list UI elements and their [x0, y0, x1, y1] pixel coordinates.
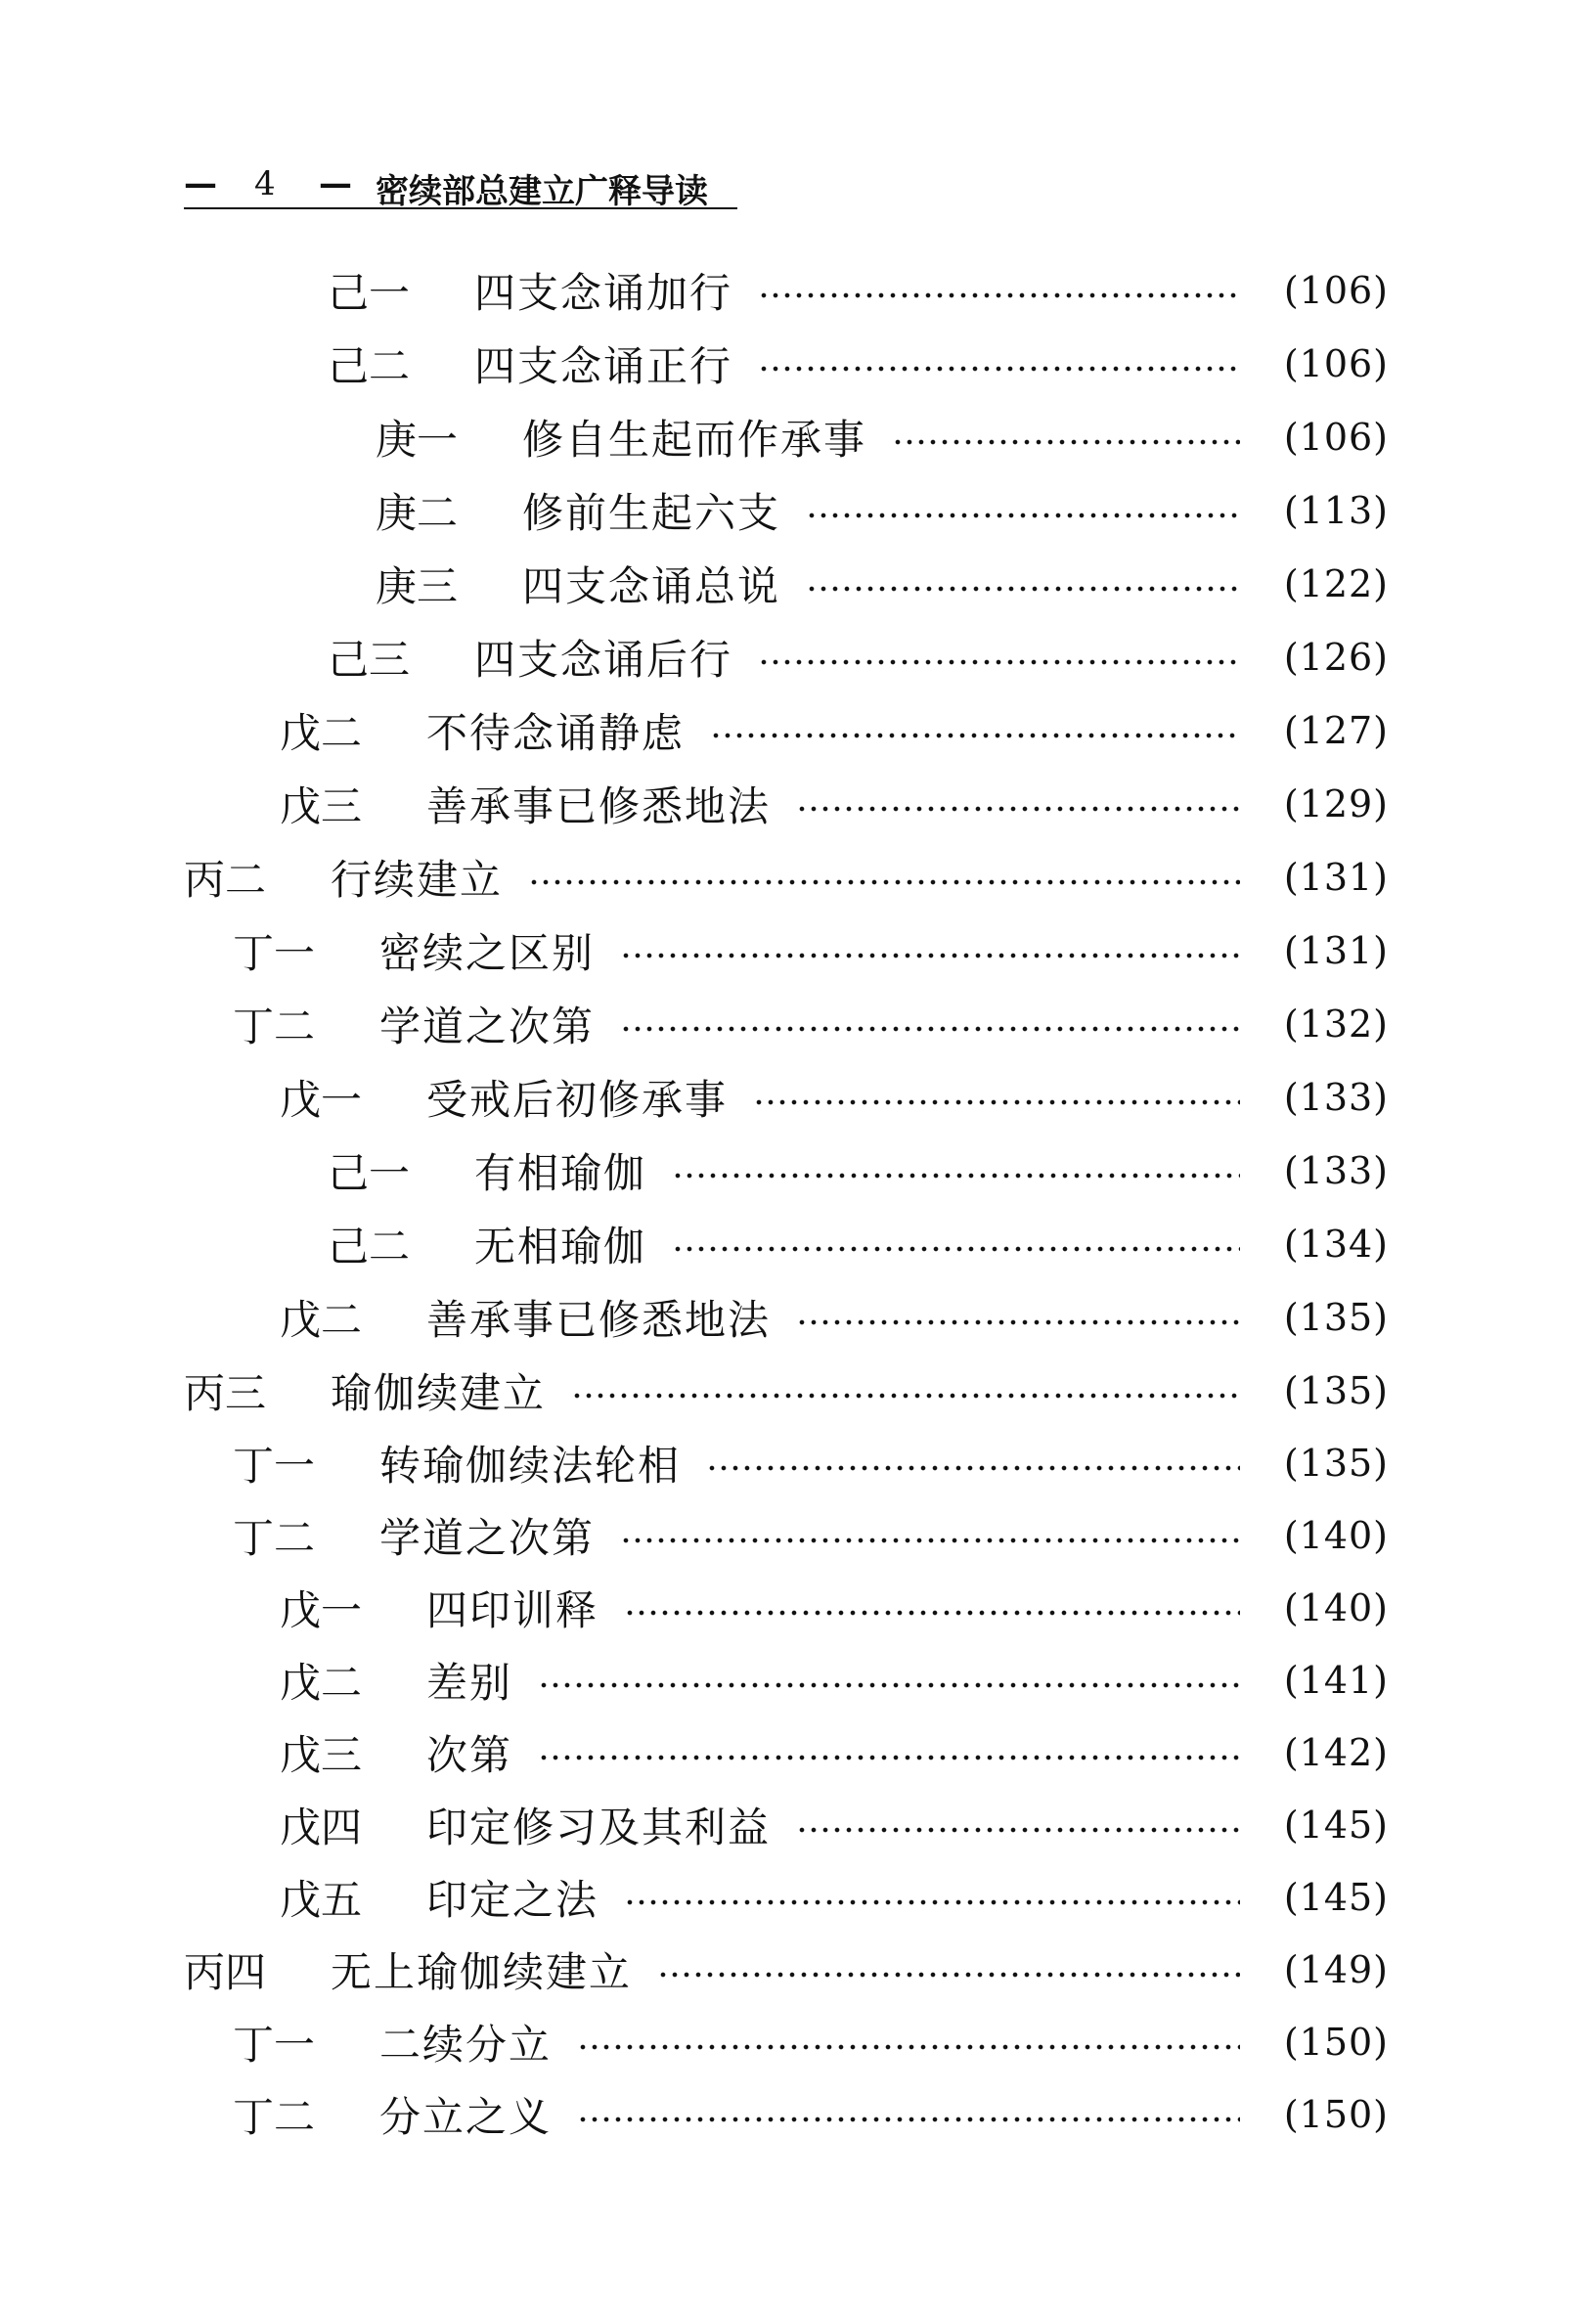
- toc-entry: [280, 1723, 1389, 1782]
- toc-entry: [328, 334, 1389, 393]
- toc-entry: [280, 701, 1389, 760]
- toc-entry-number: 戊二: [280, 1296, 363, 1344]
- toc-entry-title: 密续之区别: [379, 929, 596, 977]
- toc-dot-leader: [620, 953, 1240, 958]
- toc-entry-title: 四印训释: [426, 1586, 599, 1634]
- toc-entry: [184, 1361, 1389, 1420]
- toc-entry-title: 四支念诵后行: [474, 636, 733, 684]
- toc-entry-page: (106): [1283, 416, 1389, 459]
- toc-entry-number: 丙二: [184, 856, 267, 904]
- toc-entry: [233, 2013, 1389, 2072]
- header-dash-right: —: [319, 164, 352, 203]
- toc-entry: [233, 995, 1389, 1053]
- toc-entry: [280, 1796, 1389, 1854]
- toc-entry-title: 修自生起而作承事: [522, 416, 867, 464]
- toc-entry-page: (134): [1283, 1223, 1389, 1266]
- toc-entry-page: (145): [1283, 1876, 1389, 1919]
- toc-dot-leader: [806, 512, 1240, 518]
- toc-entry-page: (131): [1283, 856, 1389, 899]
- toc-entry-page: (150): [1283, 2021, 1389, 2064]
- toc-entry: [280, 1868, 1389, 1927]
- toc-entry: [280, 1651, 1389, 1710]
- toc-entry-number: 戊四: [280, 1804, 363, 1851]
- toc-entry-page: (106): [1283, 269, 1389, 312]
- toc-entry: [233, 2085, 1389, 2144]
- toc-entry-title: 不待念诵静虑: [426, 709, 686, 757]
- toc-entry: [280, 1579, 1389, 1637]
- toc-entry: [233, 921, 1389, 980]
- toc-entry-page: (135): [1283, 1442, 1389, 1485]
- toc-dot-leader: [620, 1537, 1240, 1543]
- toc-entry-title: 四支念诵加行: [474, 269, 733, 317]
- toc-dot-leader: [620, 1026, 1240, 1032]
- toc-entry: [376, 555, 1389, 613]
- toc-entry-title: 次第: [426, 1731, 513, 1779]
- toc-entry-number: 戊二: [280, 709, 363, 757]
- toc-entry-number: 庚三: [376, 562, 459, 610]
- toc-entry-number: 己二: [328, 342, 411, 390]
- toc-dot-leader: [710, 733, 1240, 738]
- toc-entry-page: (129): [1283, 782, 1389, 825]
- toc-entry-title: 转瑜伽续法轮相: [379, 1442, 682, 1490]
- toc-entry: [328, 1141, 1389, 1200]
- toc-entry-number: 丁二: [233, 1003, 316, 1050]
- toc-dot-leader: [796, 1827, 1240, 1833]
- header-book-title: 密续部总建立广释导读: [376, 172, 708, 211]
- toc-entry-number: 戊五: [280, 1876, 363, 1924]
- toc-entry: [184, 848, 1389, 907]
- header-page-number: 4: [254, 164, 276, 203]
- toc-dot-leader: [806, 586, 1240, 592]
- toc-entry-title: 无相瑜伽: [474, 1223, 647, 1270]
- toc-entry: [184, 1940, 1389, 1999]
- toc-entry-number: 己一: [328, 1149, 411, 1197]
- toc-entry-title: 印定之法: [426, 1876, 599, 1924]
- toc-dot-leader: [796, 1319, 1240, 1325]
- toc-entry-number: 戊三: [280, 1731, 363, 1779]
- toc-entry-title: 印定修习及其利益: [426, 1804, 772, 1851]
- toc-entry-number: 戊一: [280, 1076, 363, 1124]
- toc-entry-number: 庚二: [376, 489, 459, 537]
- toc-dot-leader: [758, 366, 1240, 372]
- toc-entry-page: (140): [1283, 1586, 1389, 1629]
- toc-entry-page: (132): [1283, 1003, 1389, 1046]
- toc-entry-page: (135): [1283, 1296, 1389, 1339]
- toc-dot-leader: [672, 1246, 1240, 1252]
- toc-entry-page: (127): [1283, 709, 1389, 752]
- toc-dot-leader: [753, 1099, 1240, 1105]
- toc-dot-leader: [624, 1610, 1240, 1616]
- toc-entry-title: 学道之次第: [379, 1514, 596, 1562]
- toc-entry-number: 丁一: [233, 2021, 316, 2069]
- toc-entry-number: 丁一: [233, 929, 316, 977]
- toc-entry-title: 二续分立: [379, 2021, 553, 2069]
- toc-entry-title: 四支念诵正行: [474, 342, 733, 390]
- toc-entry: [280, 1288, 1389, 1347]
- toc-entry-title: 有相瑜伽: [474, 1149, 647, 1197]
- toc-entry-number: 丙三: [184, 1369, 267, 1417]
- toc-dot-leader: [657, 1972, 1240, 1978]
- toc-dot-leader: [758, 659, 1240, 665]
- toc-entry-page: (135): [1283, 1369, 1389, 1412]
- toc-entry-page: (140): [1283, 1514, 1389, 1557]
- toc-entry-number: 己三: [328, 636, 411, 684]
- toc-dot-leader: [577, 2044, 1240, 2050]
- toc-entry-page: (149): [1283, 1948, 1389, 1991]
- toc-entry-page: (131): [1283, 929, 1389, 972]
- toc-entry-page: (150): [1283, 2093, 1389, 2136]
- toc-entry-title: 行续建立: [331, 856, 504, 904]
- toc-entry-page: (122): [1283, 562, 1389, 605]
- toc-dot-leader: [571, 1393, 1240, 1399]
- toc-entry-number: 戊一: [280, 1586, 363, 1634]
- toc-dot-leader: [758, 292, 1240, 298]
- toc-entry-title: 瑜伽续建立: [331, 1369, 547, 1417]
- toc-entry-page: (133): [1283, 1076, 1389, 1119]
- toc-entry-page: (133): [1283, 1149, 1389, 1192]
- toc-dot-leader: [624, 1899, 1240, 1905]
- toc-entry-page: (106): [1283, 342, 1389, 385]
- toc-dot-leader: [892, 439, 1240, 445]
- toc-entry-page: (113): [1283, 489, 1389, 532]
- toc-entry-title: 善承事已修悉地法: [426, 782, 772, 830]
- toc-entry-number: 己一: [328, 269, 411, 317]
- toc-entry-title: 差别: [426, 1659, 513, 1707]
- toc-entry-page: (145): [1283, 1804, 1389, 1847]
- toc-entry: [376, 408, 1389, 467]
- toc-dot-leader: [796, 806, 1240, 812]
- header-dash-left: —: [184, 164, 217, 203]
- toc-entry-title: 学道之次第: [379, 1003, 596, 1050]
- toc-dot-leader: [538, 1682, 1240, 1688]
- toc-dot-leader: [706, 1465, 1240, 1471]
- toc-entry: [280, 775, 1389, 833]
- toc-entry-page: (126): [1283, 636, 1389, 679]
- toc-entry-title: 修前生起六支: [522, 489, 781, 537]
- toc-entry-number: 己二: [328, 1223, 411, 1270]
- toc-entry: [376, 481, 1389, 540]
- toc-entry-title: 善承事已修悉地法: [426, 1296, 772, 1344]
- toc-entry-number: 丙四: [184, 1948, 267, 1996]
- toc-dot-leader: [577, 2116, 1240, 2122]
- toc-entry: [280, 1068, 1389, 1127]
- toc-entry-number: 庚一: [376, 416, 459, 464]
- toc-entry-number: 丁二: [233, 1514, 316, 1562]
- toc-entry-title: 无上瑜伽续建立: [331, 1948, 633, 1996]
- toc-entry-number: 丁一: [233, 1442, 316, 1490]
- toc-entry-number: 丁二: [233, 2093, 316, 2141]
- toc-dot-leader: [538, 1755, 1240, 1760]
- toc-entry: [328, 628, 1389, 687]
- toc-entry: [233, 1434, 1389, 1493]
- toc-dot-leader: [672, 1173, 1240, 1179]
- toc-entry-number: 戊二: [280, 1659, 363, 1707]
- toc-entry-title: 分立之义: [379, 2093, 553, 2141]
- toc-entry: [233, 1506, 1389, 1565]
- toc-dot-leader: [528, 879, 1240, 885]
- toc-entry-page: (141): [1283, 1659, 1389, 1702]
- toc-entry: [328, 1215, 1389, 1273]
- toc-entry-title: 受戒后初修承事: [426, 1076, 729, 1124]
- running-header: [184, 156, 737, 209]
- toc-entry-page: (142): [1283, 1731, 1389, 1774]
- toc-entry-title: 四支念诵总说: [522, 562, 781, 610]
- toc-entry-number: 戊三: [280, 782, 363, 830]
- toc-entry: [328, 261, 1389, 320]
